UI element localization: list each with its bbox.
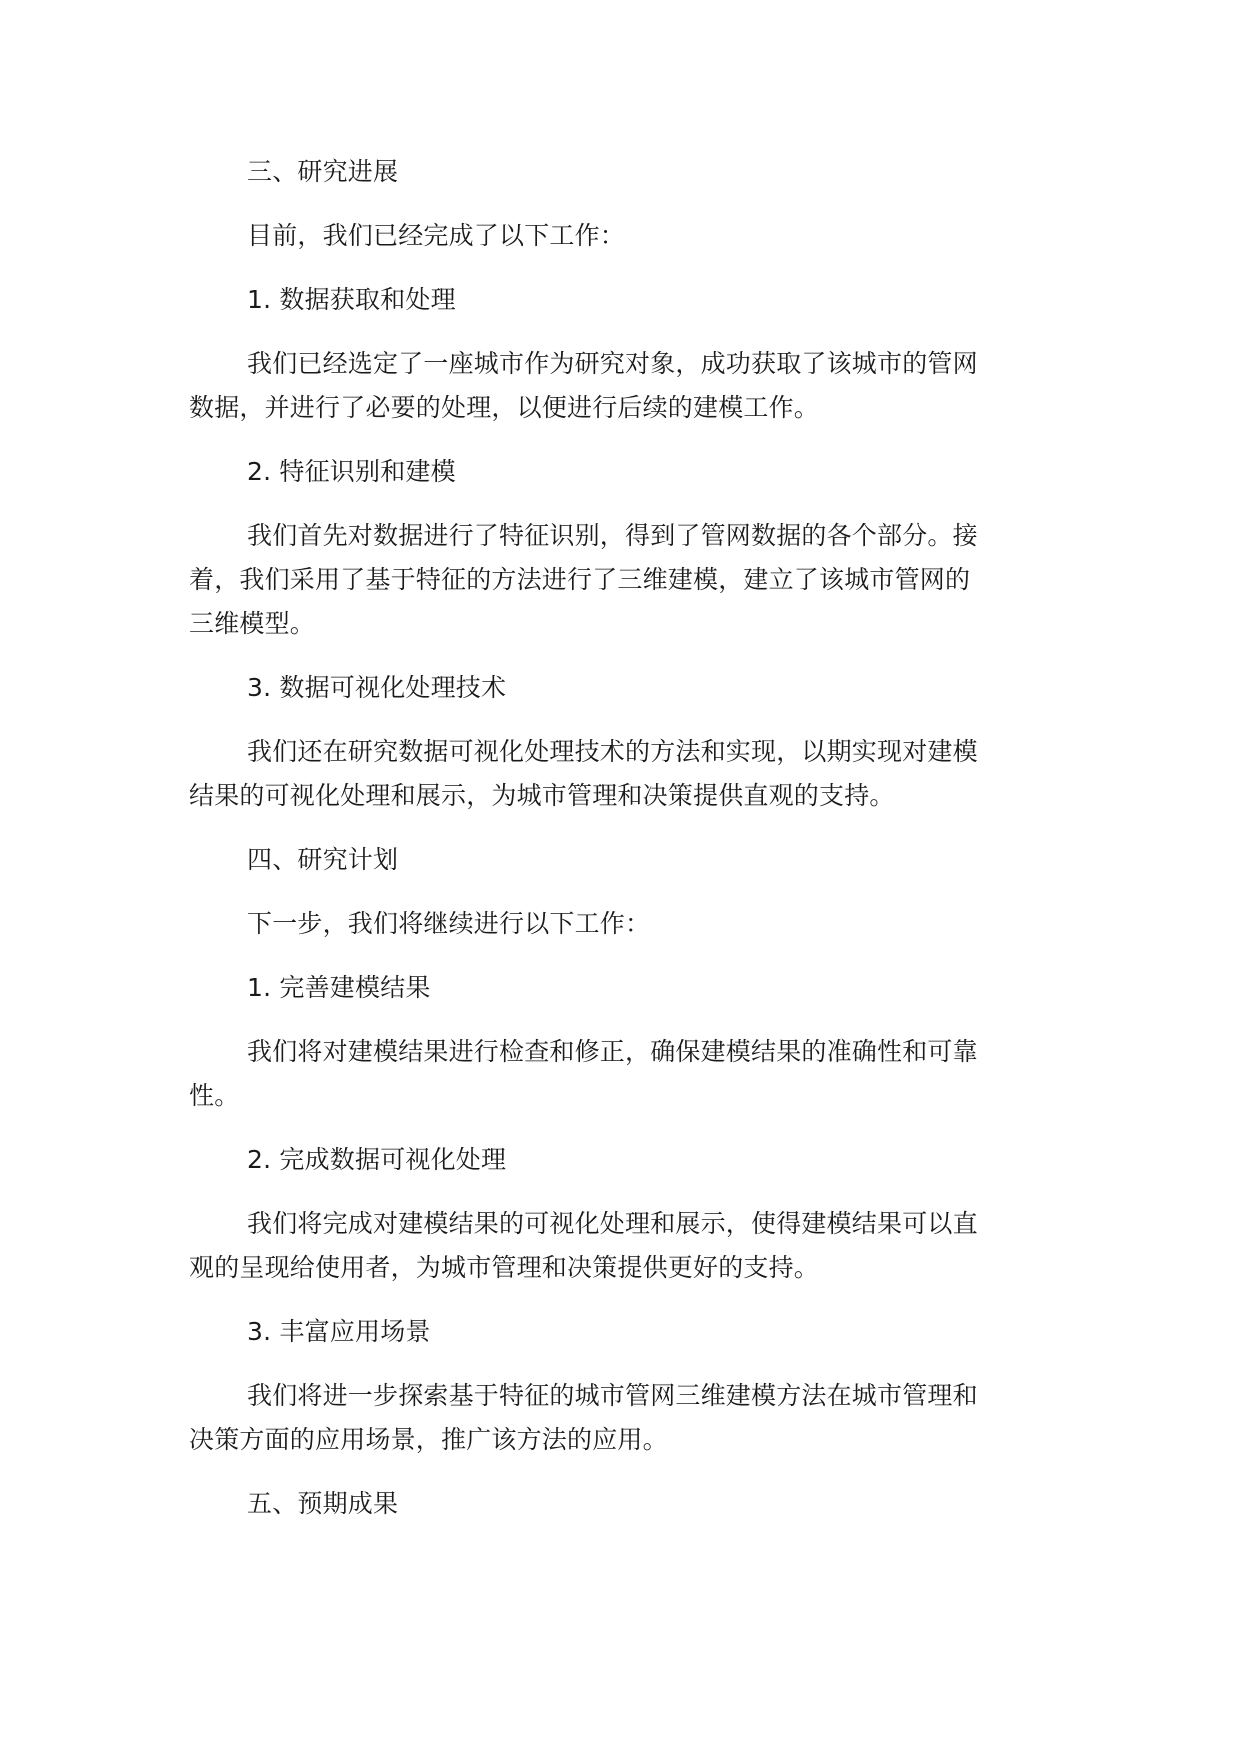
paragraph-line: 我们将完成对建模结果的可视化处理和展示，使得建模结果可以直 [247,1209,978,1238]
paragraph-application-scenarios [189,1374,1044,1462]
paragraph-line: 数据，并进行了必要的处理，以便进行后续的建模工作。 [189,393,820,422]
paragraph-complete-visualization [189,1202,1044,1290]
paragraph-line: 观的呈现给使用者，为城市管理和决策提供更好的支持。 [189,1253,820,1282]
paragraph-improve-results [189,1030,1044,1118]
paragraph-visualization-tech [189,730,1044,818]
paragraph-line: 结果的可视化处理和展示，为城市管理和决策提供直观的支持。 [189,781,895,810]
paragraph-intro-progress: 目前，我们已经完成了以下工作： [247,221,626,250]
paragraph-line: 我们已经选定了一座城市作为研究对象，成功获取了该城市的管网 [247,349,978,378]
section-heading-research-progress: 三、研究进展 [247,157,399,186]
paragraph-intro-plan: 下一步，我们将继续进行以下工作： [247,909,651,938]
paragraph-line: 我们还在研究数据可视化处理技术的方法和实现，以期实现对建模 [247,737,978,766]
document-body [189,150,1044,1526]
subheading-data-acquisition: 1. 数据获取和处理 [247,285,456,314]
subheading-improve-results: 1. 完善建模结果 [247,973,431,1002]
paragraph-line: 三维模型。 [189,609,316,638]
paragraph-line: 决策方面的应用场景，推广该方法的应用。 [189,1425,668,1454]
paragraph-line: 我们将对建模结果进行检查和修正，确保建模结果的准确性和可靠 [247,1037,978,1066]
paragraph-data-acquisition [189,342,1044,430]
subheading-feature-recognition: 2. 特征识别和建模 [247,457,456,486]
paragraph-line: 着，我们采用了基于特征的方法进行了三维建模，建立了该城市管网的 [189,565,971,594]
paragraph-line: 我们将进一步探索基于特征的城市管网三维建模方法在城市管理和 [247,1381,978,1410]
subheading-visualization-tech: 3. 数据可视化处理技术 [247,673,507,702]
paragraph-line: 性。 [189,1081,240,1110]
section-heading-research-plan: 四、研究计划 [247,845,399,874]
paragraph-feature-recognition [189,514,1044,646]
paragraph-line: 我们首先对数据进行了特征识别，得到了管网数据的各个部分。接 [247,521,978,550]
subheading-complete-visualization: 2. 完成数据可视化处理 [247,1145,507,1174]
section-heading-expected-results: 五、预期成果 [247,1489,399,1518]
subheading-application-scenarios: 3. 丰富应用场景 [247,1317,431,1346]
